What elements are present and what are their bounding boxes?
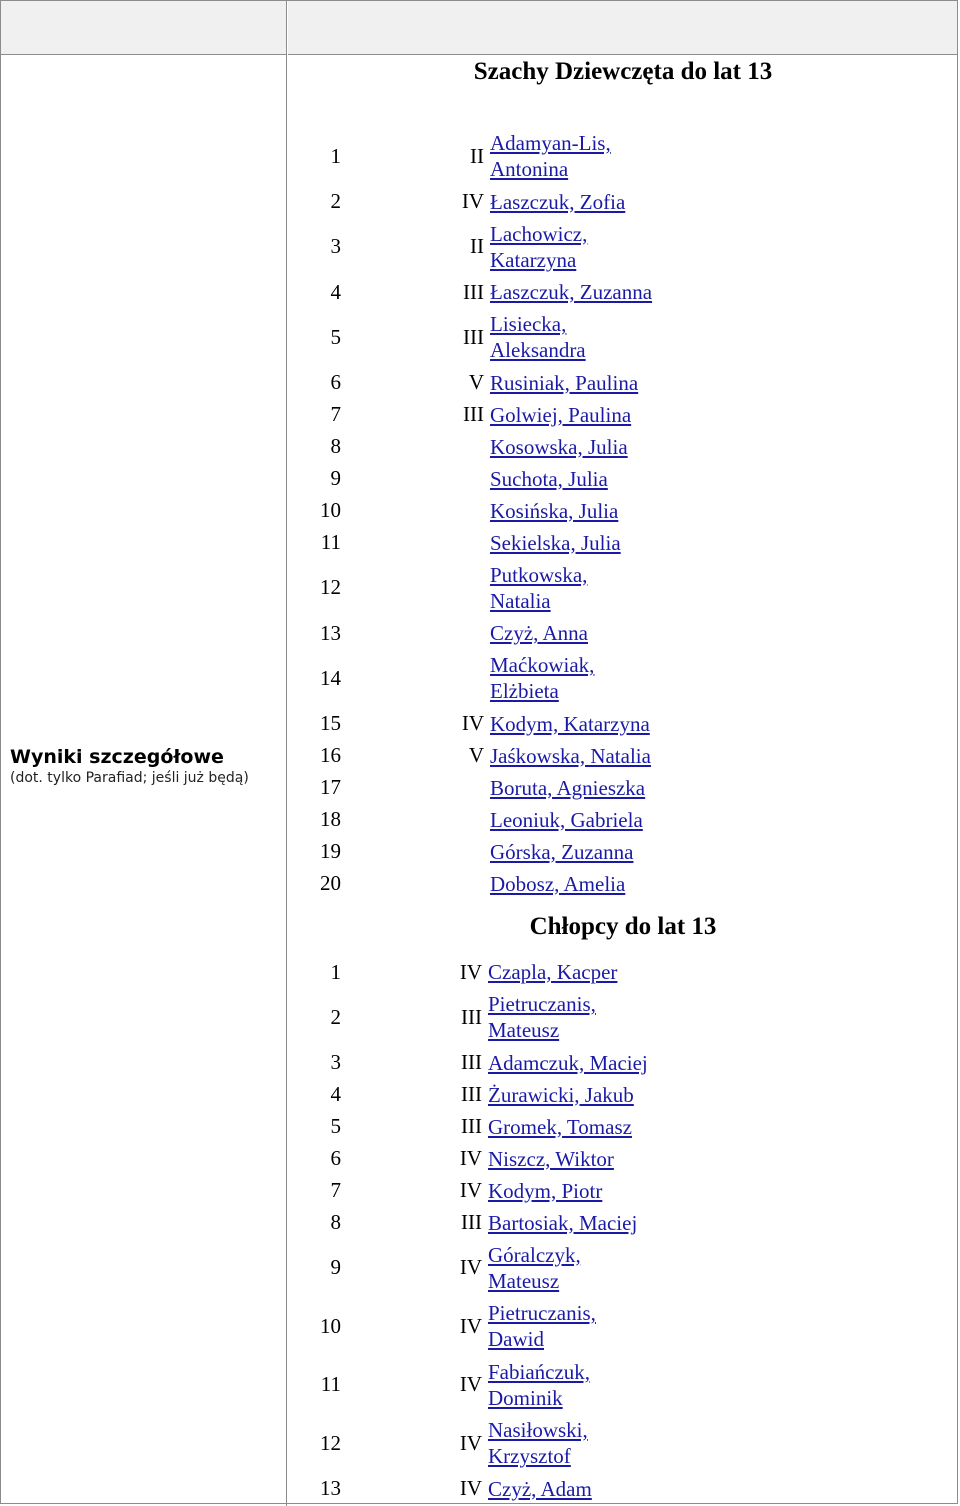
result-row xyxy=(288,772,948,804)
player-name-part: Górska, Zuzanna xyxy=(490,839,634,864)
player-name-part: Żurawicki, Jakub xyxy=(488,1082,634,1107)
player-name-part: Antonina xyxy=(490,157,569,182)
result-row xyxy=(288,127,948,186)
player-name-link[interactable] xyxy=(490,620,588,646)
player-name-link[interactable] xyxy=(488,1082,634,1108)
place-number: 8 xyxy=(330,434,341,458)
girls-results-table xyxy=(288,127,948,900)
player-name-part: Góralczyk, xyxy=(488,1242,581,1267)
player-name-part: Nasiłowski, xyxy=(488,1418,588,1443)
header-cell-left xyxy=(1,1,286,55)
player-name-part: Dobosz, Amelia xyxy=(490,871,626,896)
result-row xyxy=(288,740,948,772)
place-number: 19 xyxy=(320,839,341,863)
rank-category: V xyxy=(468,743,484,767)
player-name-link[interactable] xyxy=(488,1114,632,1140)
player-name-link[interactable] xyxy=(488,959,617,985)
player-name-part: Lisiecka, xyxy=(490,312,567,337)
player-name-part: Putkowska, xyxy=(490,562,588,587)
player-name-link[interactable] xyxy=(490,311,586,363)
player-name-link[interactable] xyxy=(488,1242,581,1294)
place-number: 10 xyxy=(320,1313,341,1338)
player-name-part: Leoniuk, Gabriela xyxy=(490,807,643,832)
player-name-link[interactable] xyxy=(490,711,650,737)
player-name-link[interactable] xyxy=(490,562,587,614)
player-name-link[interactable] xyxy=(490,871,625,897)
result-row xyxy=(288,1207,948,1239)
place-number: 3 xyxy=(330,1050,341,1074)
result-row xyxy=(288,1473,948,1505)
result-row xyxy=(288,276,948,308)
rank-category: III xyxy=(463,279,484,304)
player-name-link[interactable] xyxy=(490,775,645,801)
player-name-part: Czapla, Kacper xyxy=(488,960,618,984)
place-number: 5 xyxy=(330,324,341,349)
result-row xyxy=(288,1079,948,1111)
result-row xyxy=(288,1047,948,1079)
player-name-part: Pietruczanis, xyxy=(488,1301,596,1326)
result-row xyxy=(288,868,948,900)
player-name-link[interactable] xyxy=(488,1050,648,1076)
player-name-link[interactable] xyxy=(488,1210,637,1236)
place-number: 10 xyxy=(320,498,341,522)
player-name-link[interactable] xyxy=(488,1359,590,1411)
place-number: 9 xyxy=(330,466,341,490)
place-number: 12 xyxy=(320,1430,341,1455)
place-number: 11 xyxy=(320,530,341,554)
details-note: (dot. tylko Parafiad; jeśli już będą) xyxy=(10,770,249,786)
result-row xyxy=(288,988,948,1047)
details-title: Wyniki szczegółowe xyxy=(10,746,224,768)
place-number: 2 xyxy=(330,1004,341,1029)
player-name-link[interactable] xyxy=(490,652,594,704)
rank-category: V xyxy=(468,370,484,394)
place-number: 18 xyxy=(320,807,341,831)
player-name-part: Dominik xyxy=(488,1385,563,1410)
rank-category: IV xyxy=(459,1430,482,1455)
place-number: 6 xyxy=(330,370,341,394)
place-number: 9 xyxy=(330,1255,341,1280)
place-number: 8 xyxy=(330,1210,341,1234)
player-name-link[interactable] xyxy=(490,466,608,492)
result-row xyxy=(288,1143,948,1175)
result-row xyxy=(288,186,948,218)
result-row xyxy=(288,1356,948,1415)
rank-category: IV xyxy=(459,1313,482,1338)
place-number: 1 xyxy=(330,143,341,168)
player-name-part: Adamyan-Lis, xyxy=(490,131,611,156)
result-row xyxy=(288,1111,948,1143)
player-name-link[interactable] xyxy=(488,1417,588,1469)
player-name-link[interactable] xyxy=(490,130,611,182)
result-row xyxy=(288,367,948,399)
player-name-part: Kosowska, Julia xyxy=(490,434,628,459)
player-name-link[interactable] xyxy=(488,991,596,1043)
result-row xyxy=(288,1239,948,1298)
player-name-link[interactable] xyxy=(490,279,652,305)
player-name-part: Kosińska, Julia xyxy=(490,498,619,523)
place-number: 7 xyxy=(330,1178,341,1202)
player-name-part: Łaszczuk, Zuzanna xyxy=(490,280,653,304)
player-name-part: Lachowicz, xyxy=(490,221,588,246)
player-name-link[interactable] xyxy=(490,530,621,556)
rank-category: III xyxy=(463,324,484,349)
place-number: 1 xyxy=(330,959,341,984)
place-number: 17 xyxy=(320,775,341,799)
player-name-link[interactable] xyxy=(490,498,618,524)
player-name-part: Natalia xyxy=(490,588,551,613)
player-name-part: Łaszczuk, Zofia xyxy=(490,189,626,214)
result-row xyxy=(288,218,948,277)
player-name-part: Czyż, Anna xyxy=(490,621,588,645)
boys-results-table xyxy=(288,956,948,1505)
result-row xyxy=(288,1175,948,1207)
player-name-part: Katarzyna xyxy=(490,247,577,272)
place-number: 6 xyxy=(330,1146,341,1170)
place-number: 4 xyxy=(330,279,341,304)
rank-category: III xyxy=(461,1210,482,1234)
player-name-part: Mateusz xyxy=(488,1018,560,1043)
rank-category: IV xyxy=(461,711,484,735)
place-number: 14 xyxy=(320,665,341,690)
rank-category: III xyxy=(463,402,484,426)
result-row xyxy=(288,836,948,868)
result-row xyxy=(288,956,948,988)
details-label xyxy=(10,745,280,788)
player-name-part: Krzysztof xyxy=(488,1444,571,1469)
result-row xyxy=(288,708,948,740)
place-number: 12 xyxy=(320,575,341,600)
player-name-part: Pietruczanis, xyxy=(488,992,596,1017)
rank-category: IV xyxy=(459,959,482,984)
player-name-link[interactable] xyxy=(490,189,625,215)
rank-category: III xyxy=(461,1082,482,1106)
player-name-part: Bartosiak, Maciej xyxy=(488,1210,638,1235)
rank-category: IV xyxy=(459,1255,482,1280)
rank-category: IV xyxy=(459,1372,482,1397)
player-name-part: Czyż, Adam xyxy=(488,1476,592,1501)
player-name-part: Adamczuk, Maciej xyxy=(488,1050,648,1075)
place-number: 13 xyxy=(320,620,341,645)
player-name-part: Suchota, Julia xyxy=(490,466,608,491)
place-number: 20 xyxy=(320,871,341,895)
player-name-part: Boruta, Agnieszka xyxy=(490,775,646,800)
player-name-link[interactable] xyxy=(490,221,587,273)
result-row xyxy=(288,527,948,559)
result-row xyxy=(288,308,948,367)
place-number: 16 xyxy=(320,743,341,767)
player-name-link[interactable] xyxy=(488,1300,596,1352)
player-name-link[interactable] xyxy=(490,434,628,460)
player-name-part: Gromek, Tomasz xyxy=(488,1114,632,1139)
boys-section-title: Chłopcy do lat 13 xyxy=(529,913,717,940)
player-name-link[interactable] xyxy=(490,807,643,833)
header-cell-right xyxy=(288,1,957,55)
girls-section-title: Szachy Dziewczęta do lat 13 xyxy=(473,58,773,85)
player-name-part: Kodym, Katarzyna xyxy=(490,711,650,736)
place-number: 5 xyxy=(330,1114,341,1138)
place-number: 7 xyxy=(330,402,341,426)
player-name-part: Elżbieta xyxy=(490,679,559,704)
result-row xyxy=(288,649,948,708)
column-divider xyxy=(286,0,287,1506)
player-name-link[interactable] xyxy=(490,402,631,428)
rank-category: II xyxy=(470,143,484,168)
player-name-link[interactable] xyxy=(488,1476,592,1502)
result-row xyxy=(288,399,948,431)
player-name-link[interactable] xyxy=(490,743,651,769)
place-number: 11 xyxy=(320,1372,341,1397)
player-name-part: Dawid xyxy=(488,1327,544,1352)
rank-category: IV xyxy=(459,1476,482,1500)
player-name-part: Kodym, Piotr xyxy=(488,1178,603,1203)
rank-category: IV xyxy=(459,1178,482,1202)
rank-category: III xyxy=(461,1050,482,1074)
result-row xyxy=(288,617,948,649)
player-name-part: Maćkowiak, xyxy=(490,653,595,678)
rank-category: III xyxy=(461,1114,482,1138)
result-row xyxy=(288,463,948,495)
result-row xyxy=(288,804,948,836)
player-name-part: Niszcz, Wiktor xyxy=(488,1146,614,1171)
player-name-part: Fabiańczuk, xyxy=(488,1359,591,1384)
player-name-link[interactable] xyxy=(488,1178,602,1204)
player-name-link[interactable] xyxy=(490,370,638,396)
player-name-part: Rusiniak, Paulina xyxy=(490,370,639,395)
player-name-part: Mateusz xyxy=(488,1268,560,1293)
player-name-part: Golwiej, Paulina xyxy=(490,402,632,427)
player-name-link[interactable] xyxy=(488,1146,614,1172)
result-row xyxy=(288,559,948,618)
rank-category: II xyxy=(470,234,484,259)
player-name-part: Jaśkowska, Natalia xyxy=(490,743,651,768)
result-row xyxy=(288,495,948,527)
place-number: 4 xyxy=(330,1082,341,1106)
place-number: 2 xyxy=(330,189,341,213)
place-number: 13 xyxy=(320,1476,341,1500)
place-number: 3 xyxy=(330,234,341,259)
rank-category: IV xyxy=(459,1146,482,1170)
player-name-link[interactable] xyxy=(490,839,633,865)
result-row xyxy=(288,1414,948,1473)
player-name-part: Sekielska, Julia xyxy=(490,530,621,555)
player-name-part: Aleksandra xyxy=(490,338,586,363)
rank-category: III xyxy=(461,1004,482,1029)
rank-category: IV xyxy=(461,189,484,213)
result-row xyxy=(288,431,948,463)
result-row xyxy=(288,1297,948,1356)
place-number: 15 xyxy=(320,711,341,735)
